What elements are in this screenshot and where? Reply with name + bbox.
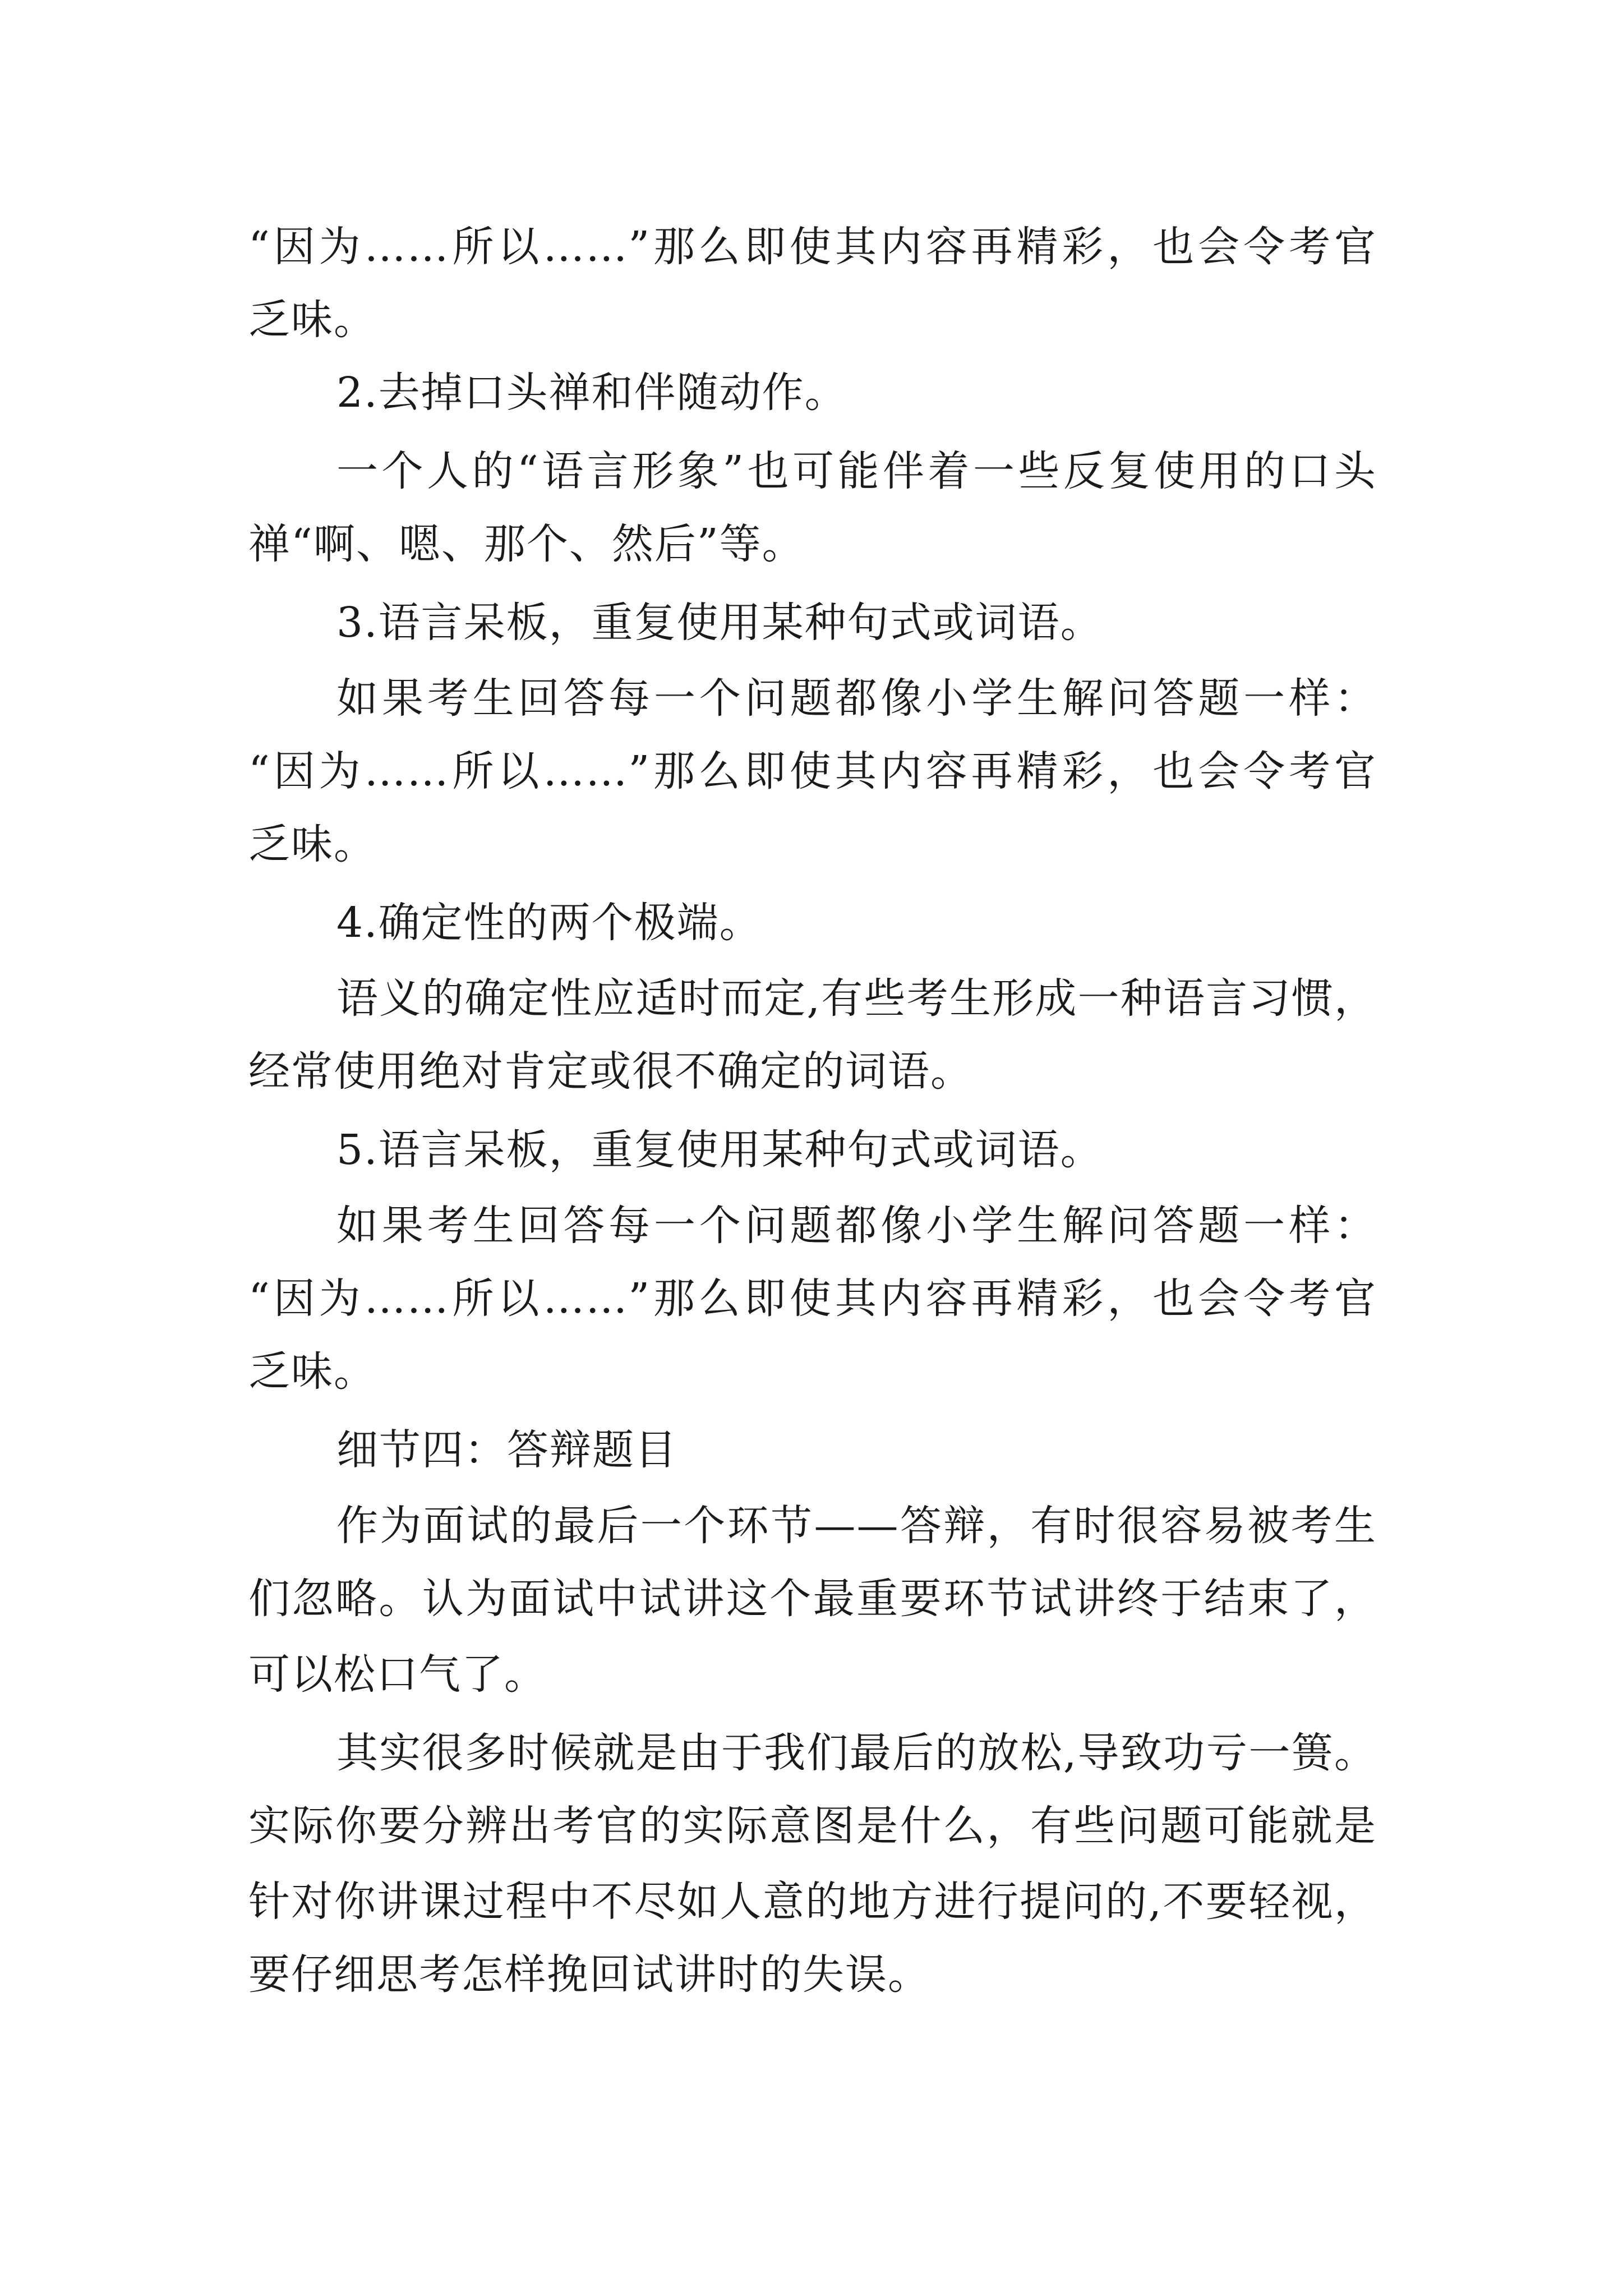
section-heading: 2.去掉口头禅和伴随动作。 — [336, 369, 847, 417]
paragraph-line: 一个人的“语言形象”也可能伴着一些反复使用的口头 — [336, 447, 1377, 495]
paragraph-line: 们忽略。认为面试中试讲这个最重要环节试讲终于结束了， — [248, 1575, 1377, 1623]
section-heading: 4.确定性的两个极端。 — [336, 899, 762, 947]
paragraph-line: 实际你要分辨出考官的实际意图是什么，有些问题可能就是 — [248, 1802, 1377, 1850]
paragraph-line: 语义的确定性应适时而定,有些考生形成一种语言习惯， — [336, 974, 1377, 1023]
paragraph-line: 如果考生回答每一个问题都像小学生解问答题一样： — [336, 674, 1377, 723]
paragraph-line: 可以松口气了。 — [248, 1650, 547, 1699]
section-heading: 细节四：答辩题目 — [336, 1426, 677, 1474]
paragraph-line: 其实很多时候就是由于我们最后的放松,导致功亏一篑。 — [336, 1729, 1377, 1777]
paragraph-line: 乏味。 — [248, 820, 376, 868]
paragraph-line: “因为……所以……”那么即使其内容再精彩，也会令考官 — [248, 223, 1377, 271]
paragraph-line: “因为……所以……”那么即使其内容再精彩，也会令考官 — [248, 1274, 1377, 1323]
paragraph-line: 乏味。 — [248, 1347, 376, 1396]
paragraph-line: 如果考生回答每一个问题都像小学生解问答题一样： — [336, 1202, 1377, 1250]
section-heading: 5.语言呆板，重复使用某种句式或词语。 — [336, 1126, 1103, 1174]
section-heading: 3.语言呆板，重复使用某种句式或词语。 — [336, 599, 1103, 647]
paragraph-line: 针对你讲课过程中不尽如人意的地方进行提问的,不要轻视， — [248, 1878, 1377, 1926]
paragraph-line: “因为……所以……”那么即使其内容再精彩，也会令考官 — [248, 747, 1377, 795]
paragraph-line: 禅“啊、嗯、那个、然后”等。 — [248, 520, 805, 568]
paragraph-line: 要仔细思考怎样挽回试讲时的失误。 — [248, 1950, 930, 1999]
paragraph-line: 经常使用绝对肯定或很不确定的词语。 — [248, 1047, 973, 1096]
paragraph-line: 作为面试的最后一个环节——答辩，有时很容易被考生 — [336, 1502, 1377, 1550]
paragraph-line: 乏味。 — [248, 296, 376, 344]
